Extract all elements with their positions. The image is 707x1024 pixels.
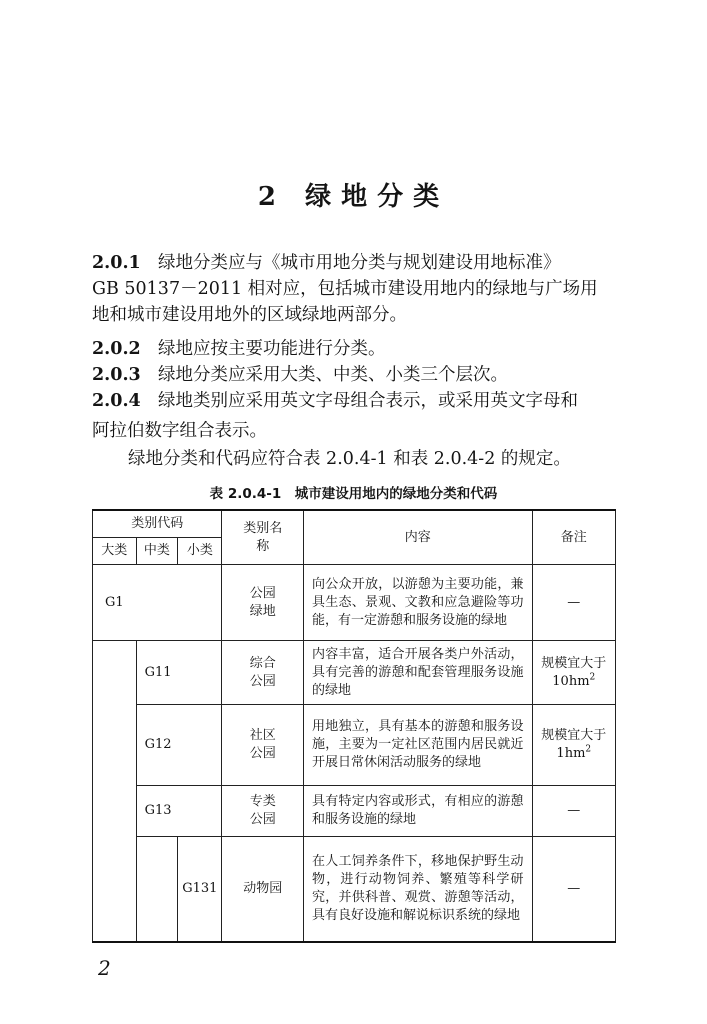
green-space-classification-table xyxy=(92,509,616,943)
header-minor: 小类 xyxy=(178,537,222,564)
clause-number: 2.0.1 xyxy=(92,253,141,273)
table-row xyxy=(93,837,616,943)
remark-cell: — xyxy=(532,786,615,837)
header-content: 内容 xyxy=(304,510,533,565)
name-cell: 社区公园 xyxy=(222,705,304,786)
header-name: 类别名称 xyxy=(222,510,304,565)
clause-number: 2.0.2 xyxy=(92,339,141,359)
header-code: 类别代码 xyxy=(93,510,222,537)
chapter-title: 2 绿地分类 xyxy=(257,182,450,212)
clause-text: 绿地分类应采用大类、中类、小类三个层次。 xyxy=(158,365,508,385)
table-row xyxy=(93,705,616,786)
clause-2-0-1 xyxy=(92,250,561,276)
clause-2-0-4 xyxy=(92,388,578,414)
content-cell: 在人工饲养条件下，移地保护野生动物，进行动物饲养、繁殖等科学研究，并供科普、观赏、游憩等活动，具有良好设施和解说标识系统的绿地 xyxy=(304,837,533,943)
remark-cell: — xyxy=(532,565,615,641)
table-row xyxy=(93,641,616,705)
name-cell: 公园绿地 xyxy=(222,565,304,641)
clause-number: 2.0.4 xyxy=(92,391,141,411)
name-cell: 综合公园 xyxy=(222,641,304,705)
code-cell: G12 xyxy=(136,705,222,786)
remark-text: 规模宜大于 10hm xyxy=(541,655,607,689)
remark-cell xyxy=(532,641,615,705)
content-cell: 向公众开放，以游憩为主要功能，兼具生态、景观、文教和应急避险等功能，有一定游憩和服务设施的绿地 xyxy=(304,565,533,641)
content-cell: 用地独立，具有基本的游憩和服务设施，主要为一定社区范围内居民就近开展日常休闲活动服务的绿地 xyxy=(304,705,533,786)
clause-text-line: 阿拉伯数字组合表示。 xyxy=(92,421,267,441)
remark-cell: — xyxy=(532,837,615,943)
content-cell: 具有特定内容或形式，有相应的游憩和服务设施的绿地 xyxy=(304,786,533,837)
blank-medium-cell xyxy=(136,837,178,943)
table-header-row xyxy=(93,510,616,537)
code-cell: G1 xyxy=(93,565,222,641)
header-remark: 备注 xyxy=(532,510,615,565)
clause-2-0-2 xyxy=(92,336,386,362)
code-cell: G11 xyxy=(136,641,222,705)
clause-text-line: GB 50137－2011 相对应，包括城市建设用地内的绿地与广场用 xyxy=(92,279,598,299)
table-row xyxy=(93,565,616,641)
clause-text: 绿地应按主要功能进行分类。 xyxy=(158,339,386,359)
content-cell: 内容丰富，适合开展各类户外活动，具有完善的游憩和配套管理服务设施的绿地 xyxy=(304,641,533,705)
remark-superscript: 2 xyxy=(589,672,596,683)
blank-major-cell xyxy=(93,641,137,942)
clause-text-line: 绿地分类和代码应符合表 2.0.4-1 和表 2.0.4-2 的规定。 xyxy=(128,449,571,469)
clause-number: 2.0.3 xyxy=(92,365,141,385)
clause-2-0-3 xyxy=(92,362,508,388)
clause-text: 绿地分类应与《城市用地分类与规划建设用地标准》 xyxy=(158,253,561,273)
table-row xyxy=(93,786,616,837)
header-major: 大类 xyxy=(93,537,137,564)
page-number: 2 xyxy=(98,956,111,980)
code-cell: G13 xyxy=(136,786,222,837)
remark-text: 规模宜大于 1hm xyxy=(541,728,607,762)
header-medium: 中类 xyxy=(136,537,178,564)
remark-superscript: 2 xyxy=(585,744,592,755)
remark-cell xyxy=(532,705,615,786)
code-cell: G131 xyxy=(178,837,222,943)
name-cell: 动物园 xyxy=(222,837,304,943)
clause-text: 绿地类别应采用英文字母组合表示，或采用英文字母和 xyxy=(158,391,578,411)
table-caption: 表 2.0.4-1 城市建设用地内的绿地分类和代码 xyxy=(209,486,498,502)
name-cell: 专类公园 xyxy=(222,786,304,837)
clause-text-line: 地和城市建设用地外的区域绿地两部分。 xyxy=(92,305,407,325)
